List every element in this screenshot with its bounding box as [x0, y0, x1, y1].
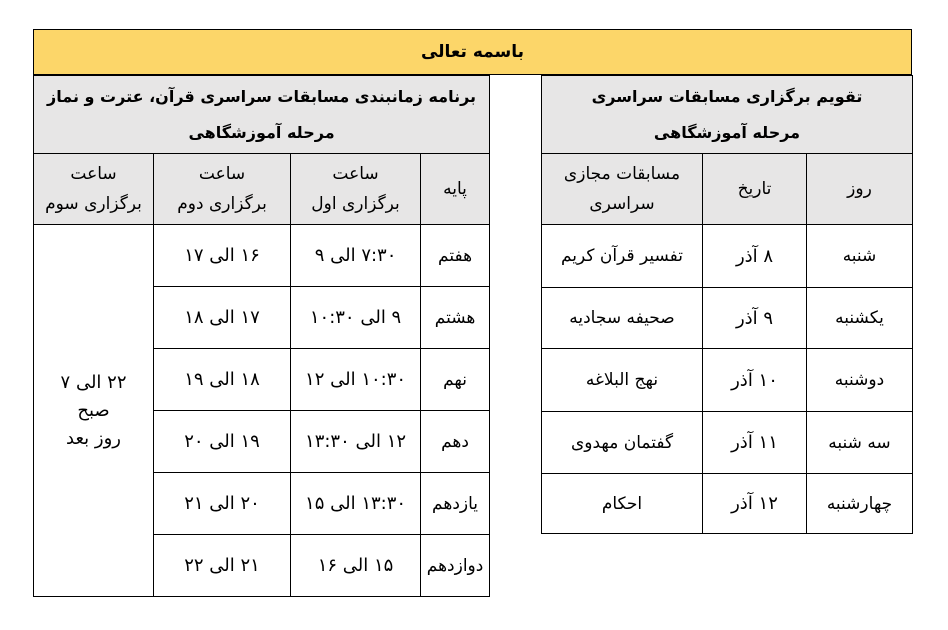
first-session-cell: ۱۳:۳۰ الی ۱۵ [291, 473, 421, 535]
header-contest-line2: سراسری [589, 194, 655, 214]
third-session-cell [34, 225, 154, 597]
table-row [542, 288, 913, 349]
table-row [542, 412, 913, 474]
day-cell: سه شنبه [807, 412, 913, 474]
table-row [542, 349, 913, 412]
grade-cell: هشتم [421, 287, 490, 349]
grade-cell: هفتم [421, 225, 490, 287]
grade-cell: دهم [421, 411, 490, 473]
header-grade: پایه [421, 154, 490, 225]
schedule-title [34, 76, 490, 154]
header-first-line2: برگزاری اول [311, 194, 400, 214]
second-session-cell: ۲۰ الی ۲۱ [154, 473, 291, 535]
second-session-cell: ۲۱ الی ۲۲ [154, 535, 291, 597]
header-contest [542, 154, 703, 225]
schedule-title-line2: مرحله آموزشگاهی [188, 122, 335, 142]
header-second-line1: ساعت [198, 164, 246, 184]
grade-cell: یازدهم [421, 473, 490, 535]
header-second-session [154, 154, 291, 225]
first-session-cell: ۱۲ الی ۱۳:۳۰ [291, 411, 421, 473]
day-cell: دوشنبه [807, 349, 913, 412]
grade-cell: دوازدهم [421, 535, 490, 597]
schedule-table [33, 75, 490, 597]
contest-cell: تفسیر قرآن کریم [542, 225, 703, 288]
header-first-session [291, 154, 421, 225]
day-cell: یکشنبه [807, 288, 913, 349]
schedule-title-line1: برنامه زمانبندی مسابقات سراسری قرآن، عترت و نماز [47, 86, 477, 106]
first-session-cell: ۱۵ الی ۱۶ [291, 535, 421, 597]
first-session-cell: ۱۰:۳۰ الی ۱۲ [291, 349, 421, 411]
header-second-line2: برگزاری دوم [177, 194, 267, 214]
calendar-title [542, 76, 913, 154]
date-cell: ۹ آذر [703, 288, 807, 349]
header-third-session [34, 154, 154, 225]
header-third-line2: برگزاری سوم [45, 194, 142, 214]
table-row [542, 474, 913, 534]
calendar-title-line2: مرحله آموزشگاهی [653, 122, 801, 142]
table-row [34, 225, 490, 287]
second-session-cell: ۱۷ الی ۱۸ [154, 287, 291, 349]
calendar-title-line1: تقویم برگزاری مسابقات سراسری [591, 86, 863, 106]
contest-cell: گفتمان مهدوی [542, 412, 703, 474]
date-cell: ۱۲ آذر [703, 474, 807, 534]
header-third-line1: ساعت [70, 164, 117, 184]
header-date: تاریخ [703, 154, 807, 225]
contest-calendar-table [541, 75, 913, 534]
day-cell: چهارشنبه [807, 474, 913, 534]
first-session-cell: ۹ الی ۱۰:۳۰ [291, 287, 421, 349]
header-contest-line1: مسابقات مجازی [563, 164, 681, 184]
second-session-cell: ۱۹ الی ۲۰ [154, 411, 291, 473]
contest-cell: احکام [542, 474, 703, 534]
header-day: روز [807, 154, 913, 225]
grade-cell: نهم [421, 349, 490, 411]
date-cell: ۱۱ آذر [703, 412, 807, 474]
date-cell: ۸ آذر [703, 225, 807, 288]
page-banner: باسمه تعالی [33, 29, 912, 75]
contest-cell: صحیفه سجادیه [542, 288, 703, 349]
day-cell: شنبه [807, 225, 913, 288]
first-session-cell: ۷:۳۰ الی ۹ [291, 225, 421, 287]
contest-cell: نهج البلاغه [542, 349, 703, 412]
third-session-line2: صبح [77, 399, 110, 421]
second-session-cell: ۱۶ الی ۱۷ [154, 225, 291, 287]
third-session-line3: روز بعد [66, 427, 121, 449]
third-session-line1: ۲۲ الی ۷ [60, 371, 127, 393]
table-row [542, 225, 913, 288]
date-cell: ۱۰ آذر [703, 349, 807, 412]
header-first-line1: ساعت [332, 164, 379, 184]
second-session-cell: ۱۸ الی ۱۹ [154, 349, 291, 411]
